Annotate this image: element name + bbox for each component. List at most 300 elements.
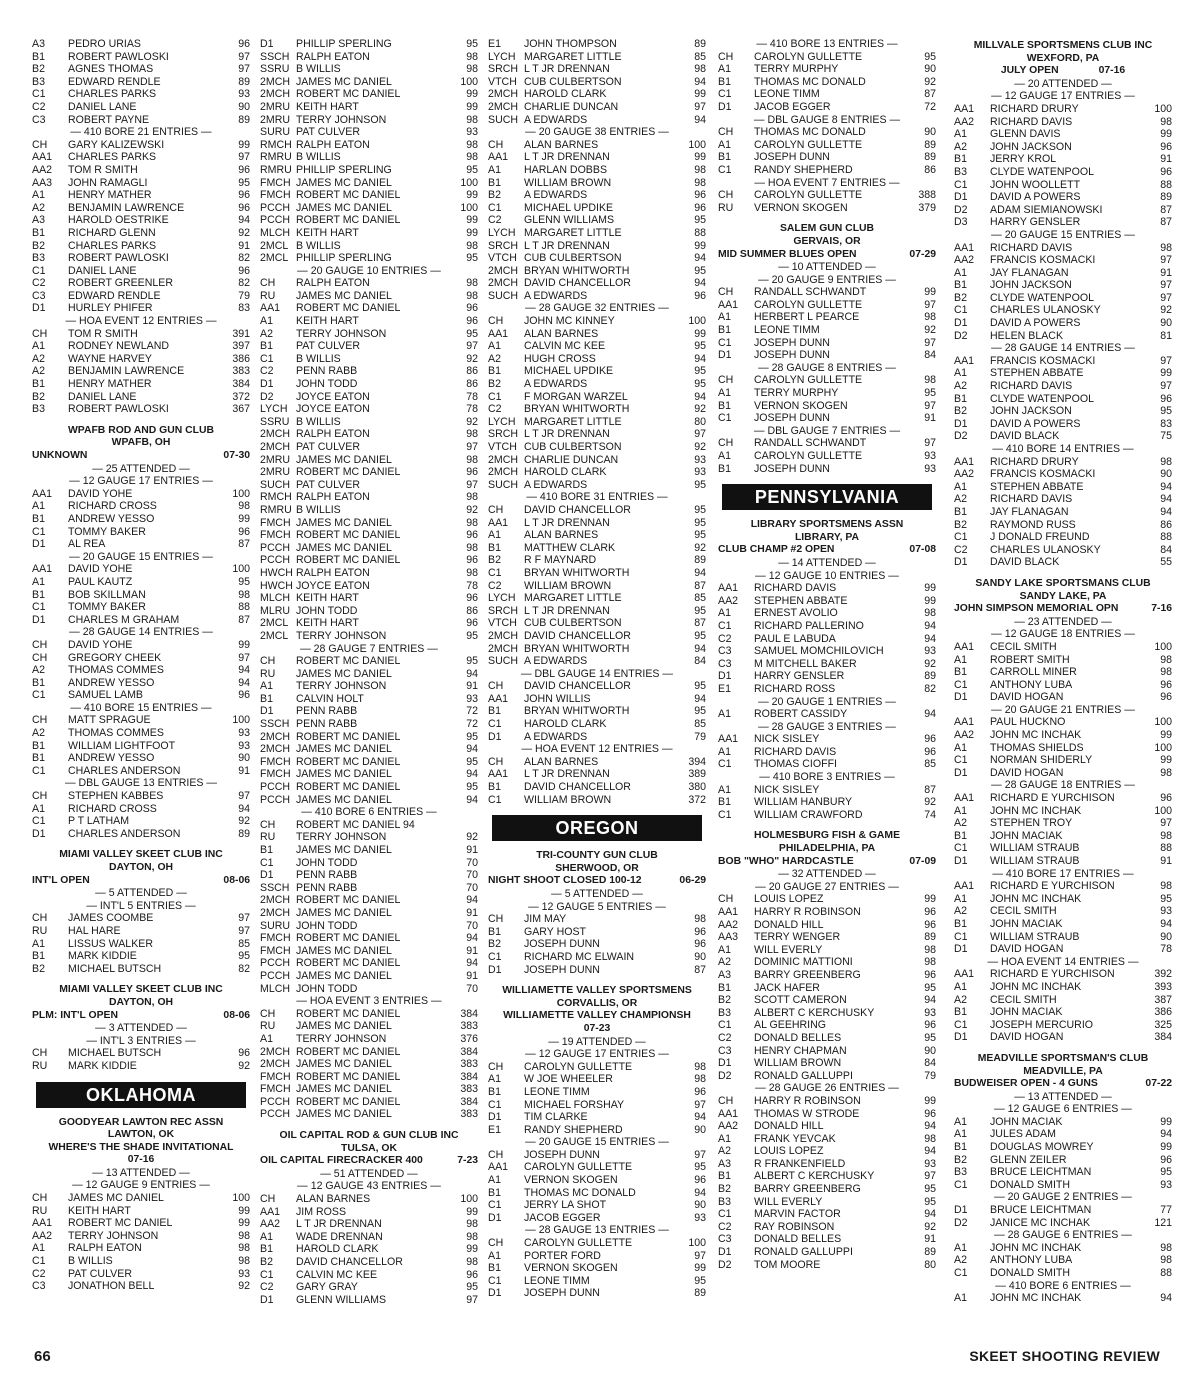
result-row [954, 380, 1172, 393]
result-class: C1 [32, 601, 46, 614]
event-divider: — 12 GAUGE 17 ENTRIES — [525, 1048, 669, 1061]
result-class: AA1 [954, 716, 975, 729]
result-row [260, 202, 478, 215]
shooter-name: L T JR DRENNAN [296, 1218, 382, 1231]
result-row [954, 1116, 1172, 1129]
result-class: A1 [718, 311, 731, 324]
score: 98 [1160, 829, 1172, 842]
score: 94 [694, 1186, 706, 1199]
score: 95 [694, 1161, 706, 1174]
result-row [718, 893, 936, 906]
result-class: C3 [718, 645, 732, 658]
event-name: BOB "WHO" HARDCASTLE [718, 855, 854, 867]
result-row [260, 920, 478, 933]
result-class: HWCH [260, 579, 293, 592]
result-class: D1 [488, 963, 502, 976]
result-row [954, 367, 1172, 380]
score: 94 [238, 664, 250, 677]
shooter-name: THOMAS COMMES [68, 664, 164, 677]
shooter-name: JAMES MC DANIEL [296, 516, 392, 529]
event-divider: — 20 GAUGE 15 ENTRIES — [69, 550, 213, 563]
score: 94 [924, 1145, 936, 1158]
result-class: 2MCH [260, 1045, 291, 1058]
score: 98 [238, 500, 250, 513]
shooter-name: CUB CULBERTSON [524, 617, 622, 630]
score: 387 [1154, 993, 1172, 1006]
shooter-name: PENN RABB [296, 705, 358, 718]
club-detail: WILLIAMETTE VALLEY CHAMPIONSH [503, 1010, 691, 1022]
result-class: 2MCL [260, 629, 289, 642]
result-row [718, 1057, 936, 1070]
shooter-name: ROBERT SMITH [990, 653, 1070, 666]
result-class: A2 [954, 1254, 967, 1267]
score: 96 [924, 1107, 936, 1120]
shooter-name: ROBERT MC DANIEL [68, 1217, 173, 1230]
score: 96 [694, 938, 706, 951]
result-row [260, 768, 478, 781]
result-class: D1 [954, 766, 968, 779]
result-row [488, 1086, 706, 1099]
score: 77 [1160, 1204, 1172, 1217]
score: 96 [694, 925, 706, 938]
score: 96 [694, 1085, 706, 1098]
shooter-name: JOSEPH DUNN [524, 1287, 600, 1300]
shooter-name: ROBERT MC DANIEL [296, 214, 401, 227]
score: 98 [694, 63, 706, 76]
result-class: CH [488, 503, 504, 516]
result-class: FMCH [260, 1070, 291, 1083]
shooter-name: MARGARET LITTLE [524, 50, 622, 63]
event-title-line [718, 249, 936, 262]
shooter-name: A EDWARDS [524, 113, 588, 126]
shooter-name: JOHN JACKSON [990, 405, 1072, 418]
result-row [32, 815, 250, 828]
shooter-name: WILLIAM STRAUB [990, 842, 1080, 855]
shooter-name: JERRY KROL [990, 153, 1057, 166]
result-row [260, 1008, 478, 1021]
score: 94 [466, 894, 478, 907]
result-row [260, 466, 478, 479]
score: 85 [694, 592, 706, 605]
result-class: AA1 [488, 327, 509, 340]
club-name: SANDY LAKE SPORTSMANS CLUB [975, 577, 1151, 589]
result-row [954, 267, 1172, 280]
result-class: AA2 [954, 468, 975, 481]
score: 94 [1160, 480, 1172, 493]
shooter-name: RALPH EATON [296, 138, 370, 151]
score: 96 [924, 745, 936, 758]
result-class: SURU [260, 919, 291, 932]
score: 94 [924, 1208, 936, 1221]
result-row [954, 1217, 1172, 1230]
score: 94 [1160, 1292, 1172, 1305]
score: 99 [238, 138, 250, 151]
result-row [488, 567, 706, 580]
result-class: B1 [32, 739, 45, 752]
shooter-name: JOSEPH MERCURIO [990, 1018, 1094, 1031]
result-class: AA3 [32, 176, 53, 189]
result-row [718, 1221, 936, 1234]
shooter-name: PAT CULVER [296, 126, 360, 139]
result-row [32, 139, 250, 152]
shooter-name: JAMES MC DANIEL [68, 1192, 164, 1205]
result-class: B1 [718, 462, 731, 475]
shooter-name: JOHN TODD [296, 919, 358, 932]
shooter-name: AL REA [68, 538, 106, 551]
result-class: C1 [954, 1018, 968, 1031]
score: 95 [238, 176, 250, 189]
shooter-name: L T JR DRENNAN [524, 604, 610, 617]
result-row [32, 240, 250, 253]
result-row [260, 391, 478, 404]
result-class: B2 [954, 405, 967, 418]
club-detail: SHERWOOD, OR [555, 862, 639, 874]
score: 98 [238, 1255, 250, 1268]
result-row [260, 655, 478, 668]
score: 98 [466, 1230, 478, 1243]
score: 93 [238, 727, 250, 740]
result-row [488, 964, 706, 977]
result-class: D1 [954, 417, 968, 430]
club-heading [718, 519, 936, 544]
shooter-name: KEITH HART [68, 1204, 131, 1217]
score: 94 [924, 632, 936, 645]
shooter-name: MICHAEL UPDIKE [524, 201, 614, 214]
result-row [32, 151, 250, 164]
result-row [32, 403, 250, 416]
event-divider: — 28 GAUGE 14 ENTRIES — [69, 626, 213, 639]
score: 97 [466, 340, 478, 353]
shooter-name: CHARLIE DUNCAN [524, 453, 619, 466]
result-row [488, 353, 706, 366]
score: 95 [238, 575, 250, 588]
event-date: 06-29 [679, 875, 706, 887]
result-row [488, 277, 706, 290]
result-class: 2MCH [260, 730, 291, 743]
shooter-name: JAMES MC DANIEL [296, 176, 392, 189]
result-row [954, 817, 1172, 830]
shooter-name: JOSEPH DUNN [754, 412, 830, 425]
shooter-name: WILLIAM BROWN [754, 1057, 842, 1070]
shooter-name: STEPHEN ABBATE [990, 480, 1084, 493]
score: 93 [1160, 905, 1172, 918]
result-row [954, 1179, 1172, 1192]
result-class: CH [260, 655, 276, 668]
event-name: OIL CAPITAL FIRECRACKER 400 [260, 1155, 423, 1167]
result-row [32, 265, 250, 278]
result-class: C1 [260, 352, 274, 365]
result-row [718, 1007, 936, 1020]
score: 100 [688, 1237, 706, 1250]
result-row [32, 1047, 250, 1060]
event-divider: — 51 ATTENDED — [320, 1167, 418, 1180]
score: 79 [238, 289, 250, 302]
result-class: D1 [718, 100, 732, 113]
event-divider: — DBL GAUGE 14 ENTRIES — [520, 667, 674, 680]
result-row [954, 191, 1172, 204]
result-class: B1 [718, 399, 731, 412]
result-row [260, 227, 478, 240]
score: 99 [238, 512, 250, 525]
score: 96 [1160, 678, 1172, 691]
score: 91 [924, 1233, 936, 1246]
result-class: C1 [32, 88, 46, 101]
score: 93 [238, 739, 250, 752]
event-divider: — DBL GAUGE 7 ENTRIES — [753, 424, 901, 437]
score: 86 [1160, 518, 1172, 531]
result-row [32, 614, 250, 627]
result-row [488, 1099, 706, 1112]
score: 84 [924, 349, 936, 362]
result-class: D2 [954, 329, 968, 342]
score: 96 [466, 466, 478, 479]
result-class: B1 [718, 796, 731, 809]
result-row [488, 189, 706, 202]
result-class: B1 [32, 950, 45, 963]
shooter-name: ALBERT C KERCHUSKY [754, 1006, 875, 1019]
result-class: B1 [954, 505, 967, 518]
score: 91 [1160, 266, 1172, 279]
result-class: FMCH [260, 932, 291, 945]
shooter-name: NICK SISLEY [754, 783, 820, 796]
result-row [488, 617, 706, 630]
result-row [260, 554, 478, 567]
shooter-name: EDWARD RENDLE [68, 289, 161, 302]
result-class: A1 [954, 980, 967, 993]
shooter-name: DANIEL LANE [68, 390, 137, 403]
score: 100 [1154, 804, 1172, 817]
result-class: A1 [954, 1241, 967, 1254]
shooter-name: MARGARET LITTLE [524, 226, 622, 239]
result-class: C1 [32, 815, 46, 828]
result-class: A2 [32, 352, 45, 365]
result-row [718, 1259, 936, 1272]
result-class: B1 [488, 925, 501, 938]
result-row [718, 944, 936, 957]
result-class: A2 [32, 664, 45, 677]
shooter-name: VERNON SKOGEN [754, 399, 848, 412]
score: 98 [694, 176, 706, 189]
score: 96 [466, 592, 478, 605]
shooter-name: TOM R SMITH [68, 163, 138, 176]
result-row [260, 1294, 478, 1307]
score: 95 [466, 655, 478, 668]
score: 96 [1160, 1153, 1172, 1166]
score: 95 [466, 163, 478, 176]
score: 383 [232, 365, 250, 378]
state-banner: PENNSYLVANIA [722, 484, 932, 510]
score: 72 [466, 705, 478, 718]
shooter-name: HARRY R ROBINSON [754, 1094, 861, 1107]
result-class: D1 [718, 349, 732, 362]
result-class: C1 [488, 201, 502, 214]
shooter-name: RANDY SHEPHERD [524, 1123, 623, 1136]
result-row [32, 1280, 250, 1293]
result-class: PCCH [260, 541, 291, 554]
result-row [718, 139, 936, 152]
shooter-name: JOSEPH DUNN [524, 938, 600, 951]
result-row [32, 1217, 250, 1230]
result-row [260, 957, 478, 970]
result-class: B2 [32, 962, 45, 975]
result-class: AA1 [718, 906, 739, 918]
shooter-name: RAYMOND RUSS [990, 518, 1076, 531]
score: 99 [238, 1204, 250, 1217]
score: 88 [238, 601, 250, 614]
score: 386 [1154, 1006, 1172, 1019]
score: 95 [694, 340, 706, 353]
result-row [488, 290, 706, 303]
score: 96 [238, 163, 250, 176]
score: 94 [466, 768, 478, 781]
result-class: SUCH [488, 655, 519, 668]
result-class: C1 [718, 758, 732, 771]
score: 96 [924, 1019, 936, 1032]
result-row [954, 691, 1172, 704]
score: 93 [924, 450, 936, 462]
score: 99 [466, 214, 478, 227]
result-class: C1 [32, 689, 46, 702]
result-row [954, 905, 1172, 918]
shooter-name: GARY KALIZEWSKI [68, 138, 165, 151]
result-row [954, 393, 1172, 406]
shooter-name: ROBERT MC DANIEL [296, 894, 401, 907]
score: 391 [232, 327, 250, 340]
shooter-name: HARRY GENSLER [754, 670, 845, 683]
result-row [954, 1166, 1172, 1179]
result-row [954, 1031, 1172, 1044]
score: 95 [694, 1274, 706, 1287]
score: 90 [924, 63, 936, 76]
result-row [260, 819, 478, 832]
result-class: A1 [954, 741, 967, 754]
score: 95 [694, 604, 706, 617]
result-class: CH [718, 50, 734, 63]
result-row [954, 179, 1172, 192]
shooter-name: DONALD HILL [754, 918, 824, 931]
score: 95 [694, 264, 706, 277]
result-row [32, 1192, 250, 1205]
result-row [32, 563, 250, 576]
result-row [954, 254, 1172, 267]
shooter-name: RONALD GALLUPPI [754, 1069, 853, 1082]
score: 97 [1160, 291, 1172, 304]
shooter-name: ANDREW YESSO [68, 676, 155, 689]
result-row [488, 428, 706, 441]
event-title-line [954, 1078, 1172, 1091]
result-class: A2 [718, 1145, 731, 1158]
shooter-name: RICHARD DAVIS [990, 241, 1073, 254]
result-row [718, 437, 936, 450]
result-row [488, 151, 706, 164]
shooter-name: JAMES MC DANIEL [296, 667, 392, 680]
shooter-name: TIM CLARKE [524, 1111, 588, 1124]
result-row [954, 654, 1172, 667]
result-class: A1 [32, 575, 45, 588]
score: 88 [1160, 531, 1172, 544]
result-row [32, 689, 250, 702]
result-row [954, 468, 1172, 481]
score: 97 [238, 924, 250, 937]
score: 88 [1160, 1267, 1172, 1279]
shooter-name: DONALD SMITH [990, 1178, 1071, 1191]
shooter-name: DONALD SMITH [990, 1267, 1071, 1279]
shooter-name: ANDREW YESSO [68, 512, 155, 525]
club-detail: LAWTON, OK [107, 1129, 175, 1141]
result-row [260, 882, 478, 895]
shooter-name: HAROLD CLARK [524, 466, 607, 479]
result-row [260, 139, 478, 152]
result-row [260, 151, 478, 164]
result-row [260, 630, 478, 643]
result-class: C2 [488, 403, 502, 416]
shooter-name: TERRY JOHNSON [296, 1032, 387, 1045]
result-row [260, 756, 478, 769]
result-row [260, 1071, 478, 1084]
result-class: C2 [32, 100, 46, 113]
result-class: FMCH [260, 944, 291, 957]
result-class: 2MCH [488, 264, 519, 277]
score: 97 [1160, 817, 1172, 830]
event-divider: — 20 GAUGE 38 ENTRIES — [525, 126, 669, 139]
shooter-name: BRYAN WHITWORTH [524, 705, 630, 718]
score: 93 [1160, 1178, 1172, 1191]
score: 379 [918, 201, 936, 214]
score: 97 [1160, 354, 1172, 367]
score: 92 [466, 831, 478, 844]
score: 100 [232, 487, 250, 500]
result-row [954, 317, 1172, 330]
result-row [718, 1120, 936, 1133]
club-name: GOODYEAR LAWTON REC ASSN [58, 1116, 224, 1128]
result-class: C1 [488, 390, 502, 403]
result-row [488, 1262, 706, 1275]
result-row [488, 391, 706, 404]
result-class: C1 [260, 1268, 274, 1281]
result-class: B1 [954, 829, 967, 842]
club-heading [260, 1130, 478, 1155]
score: 92 [694, 541, 706, 554]
club-detail: 07-23 [583, 1022, 611, 1034]
score: 95 [466, 781, 478, 794]
score: 386 [232, 352, 250, 365]
score: 91 [924, 412, 936, 425]
result-row [718, 151, 936, 164]
result-row [718, 1208, 936, 1221]
result-row [488, 680, 706, 693]
shooter-name: TOM MOORE [754, 1258, 821, 1271]
score: 98 [694, 913, 706, 926]
result-class: D1 [32, 827, 46, 840]
result-class: 2MCH [488, 642, 519, 655]
result-class: CH [32, 138, 48, 151]
shooter-name: CALVIN MC KEE [524, 340, 606, 353]
score: 94 [1160, 1128, 1172, 1141]
score: 92 [238, 815, 250, 828]
result-class: A1 [954, 1292, 967, 1305]
score: 98 [466, 151, 478, 164]
shooter-name: ROBERT MC DANIEL [296, 781, 401, 794]
shooter-name: JAMES MC DANIEL [296, 844, 392, 856]
shooter-name: ALBERT C KERCHUSKY [754, 1170, 875, 1183]
score: 95 [694, 378, 706, 391]
result-class: 2MCH [260, 743, 291, 756]
result-class: B3 [32, 403, 45, 416]
result-row [260, 831, 478, 844]
score: 94 [924, 708, 936, 721]
score: 95 [924, 981, 936, 994]
result-row [32, 803, 250, 816]
